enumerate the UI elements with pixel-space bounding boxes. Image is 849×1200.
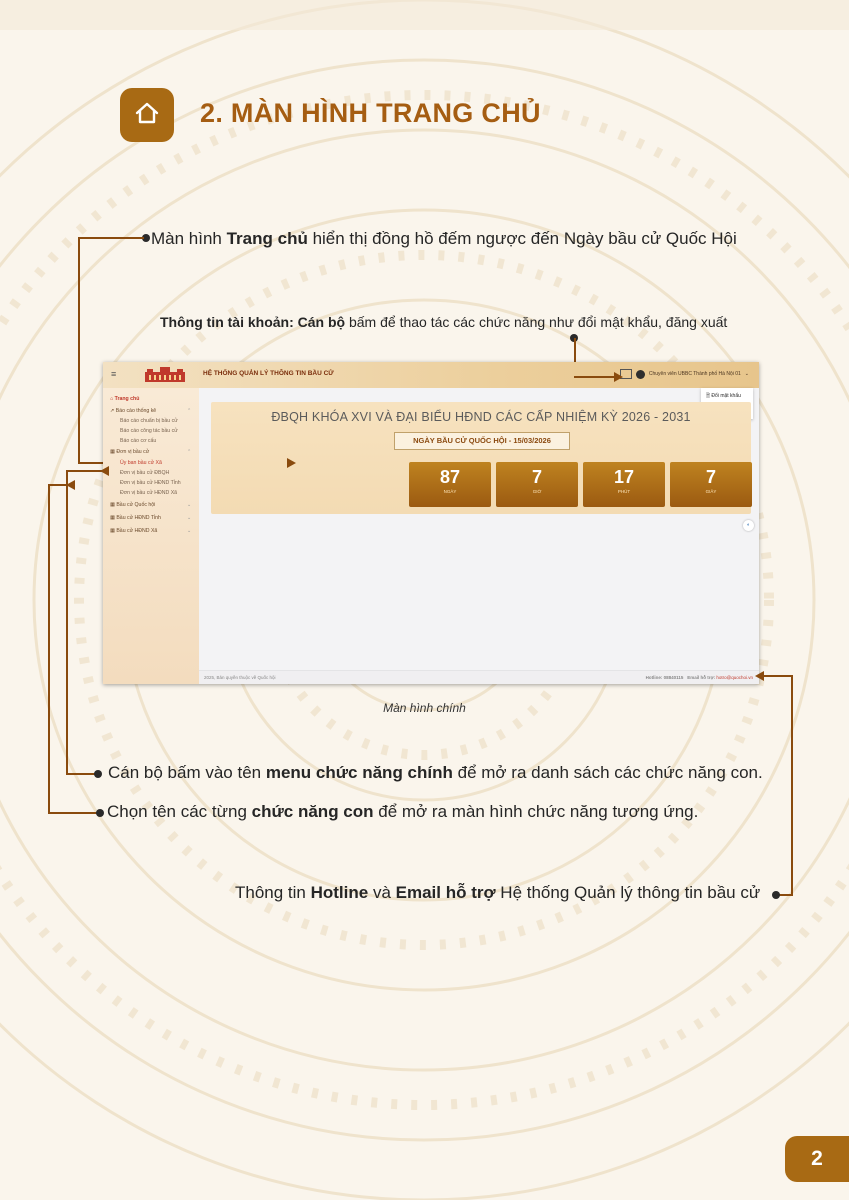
- copyright-text: 2025, Bản quyền thuộc về Quốc hội: [204, 675, 276, 680]
- banner-title: ĐBQH KHÓA XVI VÀ ĐẠI BIỂU HĐND CÁC CẤP NHIỆM KỲ 2026 - 2031: [271, 410, 691, 424]
- callout-account-info: Thông tin tài khoản: Cán bộ bấm để thao tác các chức năng như đổi mật khẩu, đăng xuất: [160, 314, 728, 330]
- connector-line: [48, 484, 68, 486]
- connector-line: [78, 237, 80, 463]
- parliament-logo: [143, 366, 187, 384]
- sidebar-subitem-active[interactable]: Ủy ban bầu cử Xã: [120, 460, 162, 466]
- countdown-hours: 7 GIỜ: [496, 462, 578, 507]
- connector-line: [66, 470, 68, 774]
- connector-line: [779, 894, 793, 896]
- connector-line: [574, 376, 616, 378]
- home-icon: [133, 99, 161, 132]
- connector-line: [66, 470, 102, 472]
- account-menu[interactable]: [620, 369, 749, 379]
- chevron-down-icon: ⌄: [744, 371, 749, 377]
- callout-support-info: Thông tin Hotline và Email hỗ trợ Hệ thống Quản lý thông tin bầu cử: [235, 883, 761, 902]
- sidebar: [103, 388, 199, 684]
- user-label: Chuyên viên UBBC Thành phố Hà Nội 01: [648, 371, 741, 377]
- connector-line: [762, 675, 792, 677]
- support-info: Hotline: 08840115 Email hỗ trợ: hotro@quochoi.vn: [645, 675, 753, 680]
- arrow-left: [100, 466, 109, 476]
- arrow-right: [287, 458, 296, 468]
- callout-main-menu: Cán bộ bấm vào tên menu chức năng chính để mở ra danh sách các chức năng con.: [108, 763, 763, 782]
- section-title: 2. MÀN HÌNH TRANG CHỦ: [200, 98, 541, 128]
- sidebar-item-reports[interactable]: ↗ Báo cáo thống kê: [110, 408, 157, 414]
- callout-dot: [96, 809, 104, 817]
- arrow-right: [614, 372, 623, 382]
- election-date: NGÀY BẦU CỬ QUỐC HỘI - 15/03/2026: [394, 432, 570, 450]
- sidebar-subitem[interactable]: Báo cáo công tác bầu cử: [120, 428, 178, 434]
- page-number: 2: [785, 1136, 849, 1182]
- connector-line: [66, 773, 96, 775]
- connector-line: [78, 237, 144, 239]
- sidebar-subitem[interactable]: Báo cáo chuẩn bị bầu cử: [120, 418, 178, 424]
- app-header: [103, 362, 759, 388]
- countdown-minutes: 17 PHÚT: [583, 462, 665, 507]
- sidebar-subitem[interactable]: Đơn vị bầu cử HĐND Xã: [120, 490, 178, 496]
- main-screen-screenshot: [103, 362, 759, 684]
- app-footer: [199, 670, 759, 684]
- countdown-days: 87 NGÀY: [409, 462, 491, 507]
- menu-icon[interactable]: ≡: [111, 369, 117, 379]
- sidebar-subitem[interactable]: Đơn vị bầu cử HĐND Tỉnh: [120, 480, 181, 486]
- chevron-up-icon: ⌃: [187, 449, 192, 455]
- chevron-down-icon: ⌄: [187, 515, 192, 521]
- sidebar-item-home[interactable]: ⌂ Trang chủ: [110, 396, 140, 402]
- key-icon: 🗎: [706, 393, 712, 399]
- connector-line: [48, 812, 98, 814]
- figure-caption: Màn hình chính: [383, 701, 466, 715]
- sidebar-subitem[interactable]: Đơn vị bầu cử ĐBQH: [120, 470, 170, 476]
- connector-line: [48, 484, 50, 813]
- sidebar-item-national-assembly[interactable]: ▦ Bầu cử Quốc hội: [110, 502, 156, 508]
- arrow-left: [66, 480, 75, 490]
- countdown-seconds: 7 GIÂY: [670, 462, 752, 507]
- chevron-down-icon: ⌄: [187, 502, 192, 508]
- change-password-item[interactable]: 🗎 Đổi mật khẩu: [706, 393, 741, 399]
- sidebar-item-units[interactable]: ▦ Đơn vị bầu cử: [110, 449, 150, 455]
- app-title: HỆ THỐNG QUẢN LÝ THÔNG TIN BẦU CỬ: [203, 370, 334, 377]
- sidebar-item-province-council[interactable]: ▦ Bầu cử HĐND Tỉnh: [110, 515, 161, 521]
- home-badge: [120, 88, 174, 142]
- chevron-down-icon: ⌄: [187, 528, 192, 534]
- callout-dot: [772, 891, 780, 899]
- callout-home-screen: Màn hình Trang chủ hiển thị đồng hồ đếm ngược đến Ngày bầu cử Quốc Hội: [151, 229, 737, 248]
- user-avatar-icon: [636, 370, 645, 379]
- chevron-up-icon: ⌃: [187, 408, 192, 414]
- callout-sub-menu: Chọn tên các từng chức năng con để mở ra màn hình chức năng tương ứng.: [107, 802, 699, 821]
- chat-widget-icon[interactable]: ◐: [743, 520, 754, 531]
- sidebar-item-commune-council[interactable]: ▦ Bầu cử HĐND Xã: [110, 528, 158, 534]
- callout-dot: [94, 770, 102, 778]
- sidebar-subitem[interactable]: Báo cáo cơ cấu: [120, 438, 157, 444]
